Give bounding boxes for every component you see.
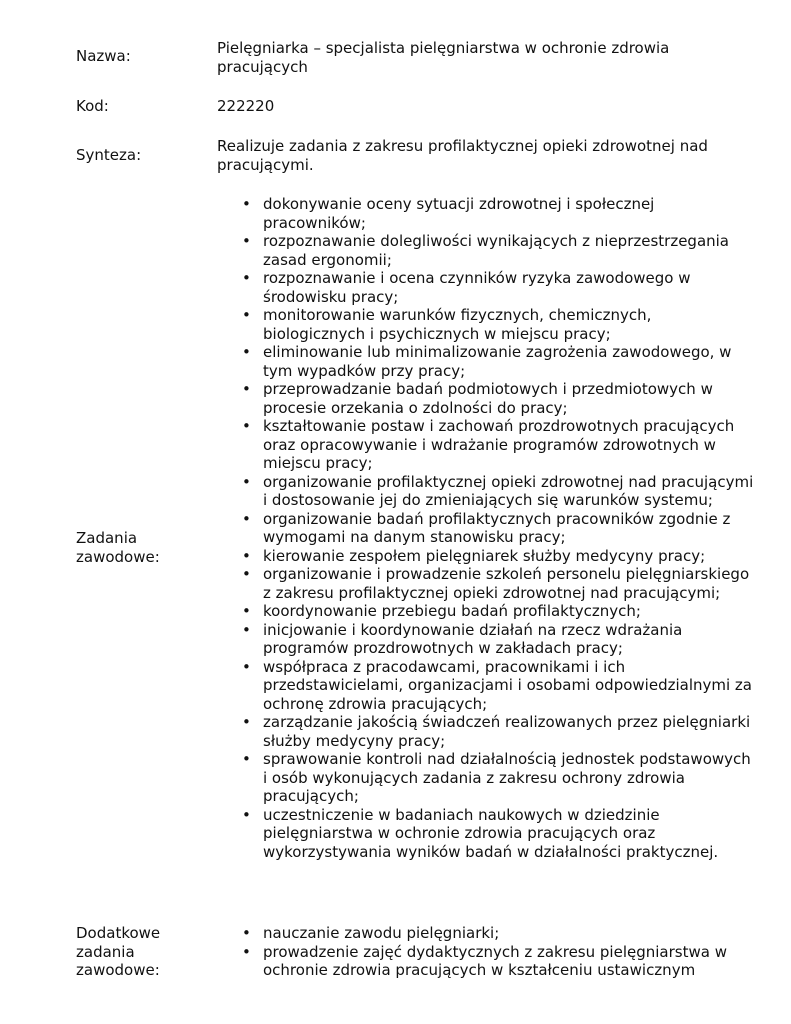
list-item: • organizowanie badań profilaktycznych pracowników zgodnie z wymogami na danym stanowisku pracy;	[217, 510, 757, 547]
list-item: • uczestniczenie w badaniach naukowych w dziedzinie pielęgniarstwa w ochronie zdrowia pracujących oraz wykorzystywania wyników badań w działalności praktycznej.	[217, 806, 757, 862]
kod-value: 222220	[217, 97, 275, 115]
list-item: • sprawowanie kontroli nad działalnością jednostek podstawowych i osób wykonujących zadania z zakresu ochrony zdrowia pracujących;	[217, 750, 757, 806]
list-item: • koordynowanie przebiegu badań profilaktycznych;	[217, 602, 757, 621]
list-item: • inicjowanie i koordynowanie działań na rzecz wdrażania programów prozdrowotnych w zakładach pracy;	[217, 621, 757, 658]
dodatkowe-label: Dodatkowe zadania zawodowe:	[76, 924, 161, 979]
list-item: • przeprowadzanie badań podmiotowych i przedmiotowych w procesie orzekania o zdolności do pracy;	[217, 380, 757, 417]
list-item: • kształtowanie postaw i zachowań prozdrowotnych pracujących oraz opracowywanie i wdrażanie programów zdrowotnych w miejscu pracy;	[217, 417, 757, 473]
synteza-label: Synteza:	[76, 146, 142, 164]
list-item: • rozpoznawanie i ocena czynników ryzyka zawodowego w środowisku pracy;	[217, 269, 757, 306]
nazwa-label: Nazwa:	[76, 47, 131, 65]
dodatkowe-list	[217, 924, 757, 980]
list-item: • dokonywanie oceny sytuacji zdrowotnej i społecznej pracowników;	[217, 195, 757, 232]
list-item: • organizowanie i prowadzenie szkoleń personelu pielęgniarskiego z zakresu profilaktycznej opieki zdrowotnej nad pracującymi;	[217, 565, 757, 602]
list-item: • prowadzenie zajęć dydaktycznych z zakresu pielęgniarstwa w ochronie zdrowia pracujących w kształceniu ustawicznym	[217, 943, 757, 980]
list-item: • rozpoznawanie dolegliwości wynikających z nieprzestrzegania zasad ergonomii;	[217, 232, 757, 269]
list-item: • nauczanie zawodu pielęgniarki;	[217, 924, 757, 943]
synteza-value: Realizuje zadania z zakresu profilaktycznej opieki zdrowotnej nad pracującymi.	[217, 137, 708, 174]
list-item: • kierowanie zespołem pielęgniarek służby medycyny pracy;	[217, 547, 757, 566]
kod-label: Kod:	[76, 97, 109, 115]
list-item: • współpraca z pracodawcami, pracownikami i ich przedstawicielami, organizacjami i osobami odpowiedzialnymi za ochronę zdrowia pracujących;	[217, 658, 757, 714]
list-item: • zarządzanie jakością świadczeń realizowanych przez pielęgniarki służby medycyny pracy;	[217, 713, 757, 750]
list-item: • eliminowanie lub minimalizowanie zagrożenia zawodowego, w tym wypadków przy pracy;	[217, 343, 757, 380]
nazwa-value: Pielęgniarka – specjalista pielęgniarstwa w ochronie zdrowia pracujących	[217, 39, 670, 76]
list-item: • organizowanie profilaktycznej opieki zdrowotnej nad pracującymi i dostosowanie jej do zmieniających się warunków systemu;	[217, 473, 757, 510]
zadania-label: Zadania zawodowe:	[76, 529, 160, 566]
zadania-list	[217, 195, 757, 861]
list-item: • monitorowanie warunków fizycznych, chemicznych, biologicznych i psychicznych w miejscu pracy;	[217, 306, 757, 343]
